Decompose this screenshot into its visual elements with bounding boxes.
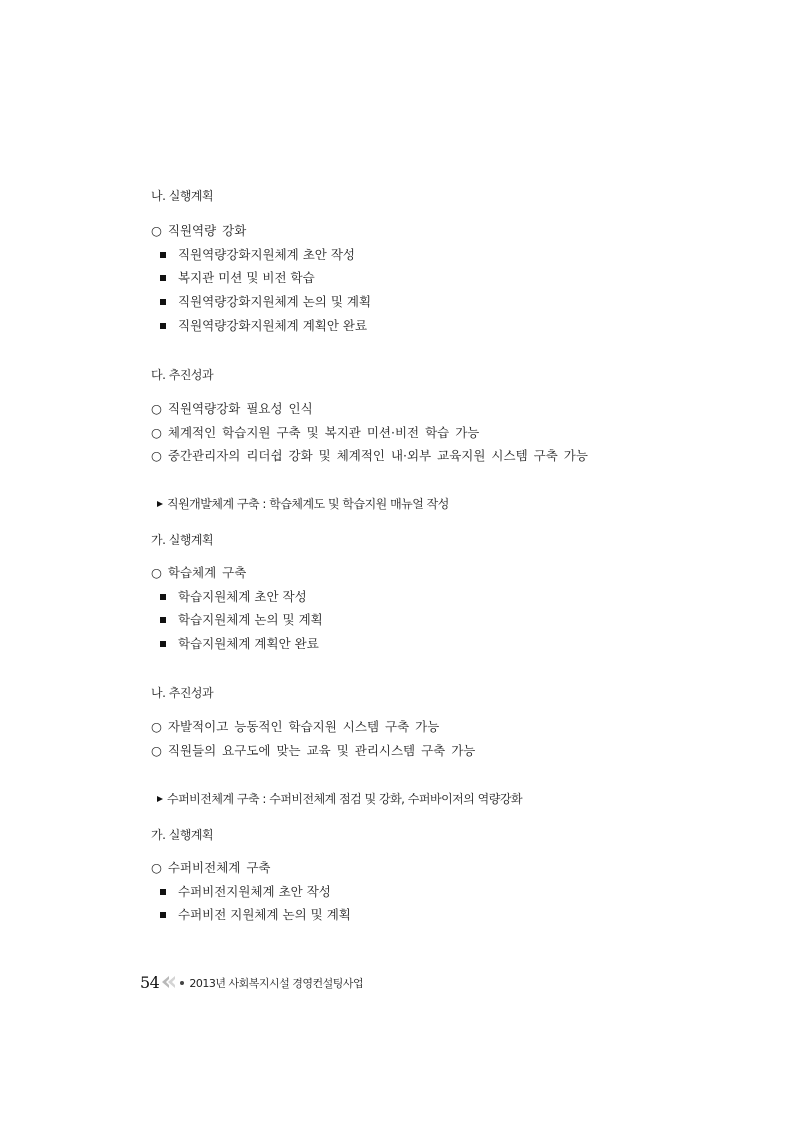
square-list-item: 수퍼비전 지원체계 논의 및 계획	[160, 906, 351, 924]
square-bullet-icon	[160, 617, 166, 623]
circle-marker: ○	[151, 719, 162, 734]
section-heading: 가. 실행계획	[151, 533, 214, 547]
square-list-item: 직원역량강화지원체계 논의 및 계획	[160, 293, 371, 311]
circle-marker: ○	[151, 860, 162, 875]
circle-list-item: ○ 수퍼비전체계 구축	[151, 860, 271, 875]
square-bullet-icon	[160, 594, 166, 600]
square-bullet-icon	[160, 299, 166, 305]
square-list-item: 수퍼비전지원체계 초안 작성	[160, 883, 331, 901]
square-list-item: 복지관 미션 및 비전 학습	[160, 269, 315, 287]
square-bullet-icon	[160, 912, 166, 918]
square-bullet-icon	[160, 641, 166, 647]
circle-list-item: ○ 직원역량강화 필요성 인식	[151, 401, 313, 416]
square-bullet-icon	[160, 323, 166, 329]
subsection-title: 수퍼비전체계 구축 : 수퍼비전체계 점검 및 강화, 수퍼바이저의 역량강화	[157, 790, 522, 808]
circle-list-item: ○ 체계적인 학습지원 구축 및 복지관 미션·비전 학습 가능	[151, 425, 480, 440]
circle-list-item: ○ 직원역량 강화	[151, 223, 247, 238]
section-heading: 나. 추진성과	[151, 686, 214, 700]
circle-marker: ○	[151, 448, 162, 463]
square-list-item: 학습지원체계 계획안 완료	[160, 635, 319, 653]
dot-separator-icon	[180, 981, 184, 985]
square-list-item: 직원역량강화지원체계 계획안 완료	[160, 317, 367, 335]
section-heading: 가. 실행계획	[151, 828, 214, 842]
page-footer	[140, 973, 363, 992]
circle-list-item: ○ 중간관리자의 리더쉽 강화 및 체계적인 내·외부 교육지원 시스템 구축 가능	[151, 448, 588, 463]
circle-marker: ○	[151, 425, 162, 440]
circle-list-item: ○ 직원들의 요구도에 맞는 교육 및 관리시스템 구축 가능	[151, 743, 476, 758]
square-bullet-icon	[160, 275, 166, 281]
triangle-bullet-icon	[157, 501, 163, 507]
section-heading: 다. 추진성과	[151, 368, 214, 382]
footer-title: 2013년 사회복지시설 경영컨설팅사업	[189, 976, 364, 990]
section-heading: 나. 실행계획	[151, 189, 214, 203]
circle-list-item: ○ 학습체계 구축	[151, 565, 247, 580]
subsection-title: 직원개발체계 구축 : 학습체계도 및 학습지원 매뉴얼 작성	[157, 495, 449, 513]
square-bullet-icon	[160, 889, 166, 895]
square-list-item: 학습지원체계 논의 및 계획	[160, 611, 323, 629]
circle-list-item: ○ 자발적이고 능동적인 학습지원 시스템 구축 가능	[151, 719, 440, 734]
triangle-bullet-icon	[157, 796, 163, 802]
square-list-item: 직원역량강화지원체계 초안 작성	[160, 246, 355, 264]
circle-marker: ○	[151, 401, 162, 416]
chevron-left-icon	[162, 973, 176, 992]
square-bullet-icon	[160, 252, 166, 258]
circle-marker: ○	[151, 743, 162, 758]
circle-marker: ○	[151, 565, 162, 580]
page-number: 54	[140, 973, 160, 992]
circle-marker: ○	[151, 223, 162, 238]
square-list-item: 학습지원체계 초안 작성	[160, 588, 307, 606]
